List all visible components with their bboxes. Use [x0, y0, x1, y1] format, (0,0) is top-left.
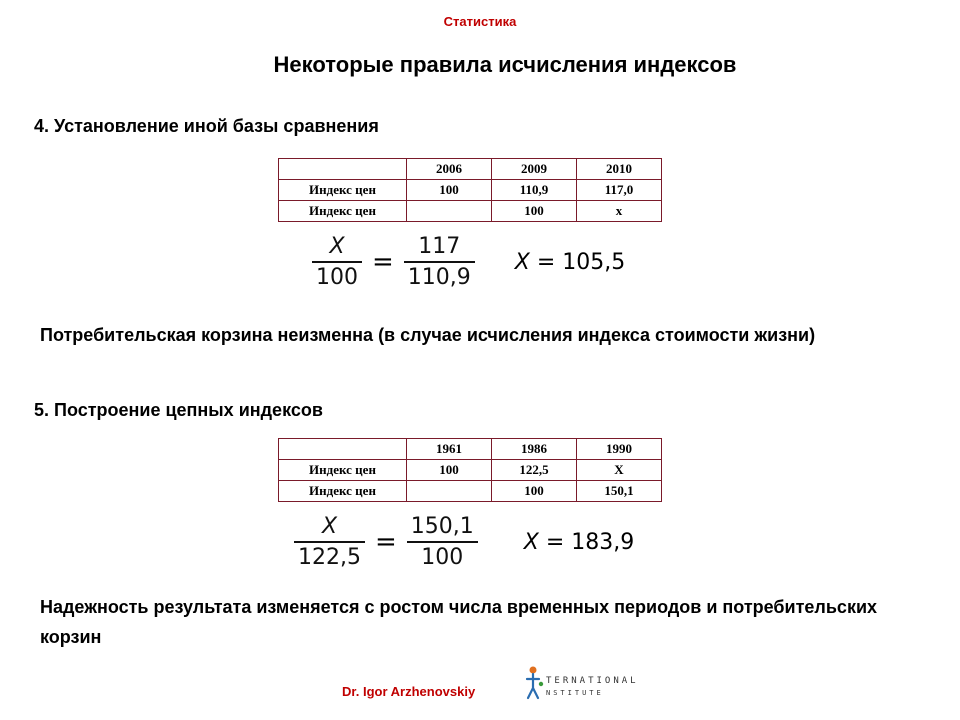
section-4-heading: 4. Установление иной базы сравнения [34, 116, 379, 136]
table-cell: 100 [492, 481, 577, 502]
section-4-formula [312, 234, 625, 290]
table-cell: 2006 [407, 159, 492, 180]
institute-logo [524, 664, 639, 704]
fraction-right [404, 234, 475, 290]
fraction-numerator: X [329, 234, 345, 259]
formula-result [515, 250, 626, 275]
logo-text-line-2: NSTITUTE [546, 689, 604, 697]
table-row [279, 180, 662, 201]
logo-text-line-1: TERNATIONAL [546, 676, 639, 686]
formula-result [524, 530, 635, 555]
table-cell [407, 481, 492, 502]
fraction-numerator: 117 [418, 234, 461, 259]
header-label: Статистика [443, 14, 517, 29]
fraction-left [312, 234, 362, 290]
table-cell: Индекс цен [279, 481, 407, 502]
table-cell: 1986 [492, 439, 577, 460]
fraction-denominator: 100 [421, 545, 464, 570]
table-cell: 2010 [577, 159, 662, 180]
logo-figure-icon [524, 664, 546, 704]
fraction-denominator: 110,9 [407, 265, 471, 290]
table-row [279, 481, 662, 502]
fraction-numerator: 150,1 [410, 514, 474, 539]
fraction-denominator: 122,5 [298, 545, 361, 570]
section-5-formula [294, 514, 634, 570]
table-cell: X [577, 460, 662, 481]
table-cell: Индекс цен [279, 201, 407, 222]
table-row [279, 460, 662, 481]
table-cell: 150,1 [577, 481, 662, 502]
result-value: = 183,9 [545, 529, 635, 555]
fraction-right [407, 514, 478, 570]
fraction-numerator: X [321, 514, 338, 539]
table-header-row [279, 159, 662, 180]
slide-title: Некоторые правила исчисления индексов [273, 52, 737, 77]
table-cell [279, 159, 407, 180]
table-cell [407, 201, 492, 222]
table-cell: 117,0 [577, 180, 662, 201]
table-cell: 122,5 [492, 460, 577, 481]
section-4-note: Потребительская корзина неизменна (в случае исчисления индекса стоимости жизни) [40, 325, 816, 345]
section-5-table [278, 438, 662, 502]
table-cell: 1961 [407, 439, 492, 460]
section-4-table [278, 158, 662, 222]
table-cell [279, 439, 407, 460]
table-header-row [279, 439, 662, 460]
table-cell: 110,9 [492, 180, 577, 201]
table-cell: 100 [407, 180, 492, 201]
table-cell: Индекс цен [279, 180, 407, 201]
section-5-heading: 5. Построение цепных индексов [34, 400, 323, 420]
result-variable: X [514, 249, 530, 275]
table-cell: 100 [407, 460, 492, 481]
table-cell: Индекс цен [279, 460, 407, 481]
equals-sign: = [372, 247, 394, 277]
footer-author: Dr. Igor Arzhenovskiy [342, 684, 476, 699]
result-value: = 105,5 [536, 249, 626, 275]
fraction-left [294, 514, 365, 570]
equals-sign: = [374, 527, 397, 557]
section-5-note: Надежность результата изменяется с ростом числа временных периодов и потребительских корзин [40, 597, 878, 647]
table-cell: 100 [492, 201, 577, 222]
table-row [279, 201, 662, 222]
fraction-denominator: 100 [316, 265, 358, 290]
table-cell: 1990 [577, 439, 662, 460]
result-variable: X [523, 529, 539, 555]
table-cell: x [577, 201, 662, 222]
table-cell: 2009 [492, 159, 577, 180]
